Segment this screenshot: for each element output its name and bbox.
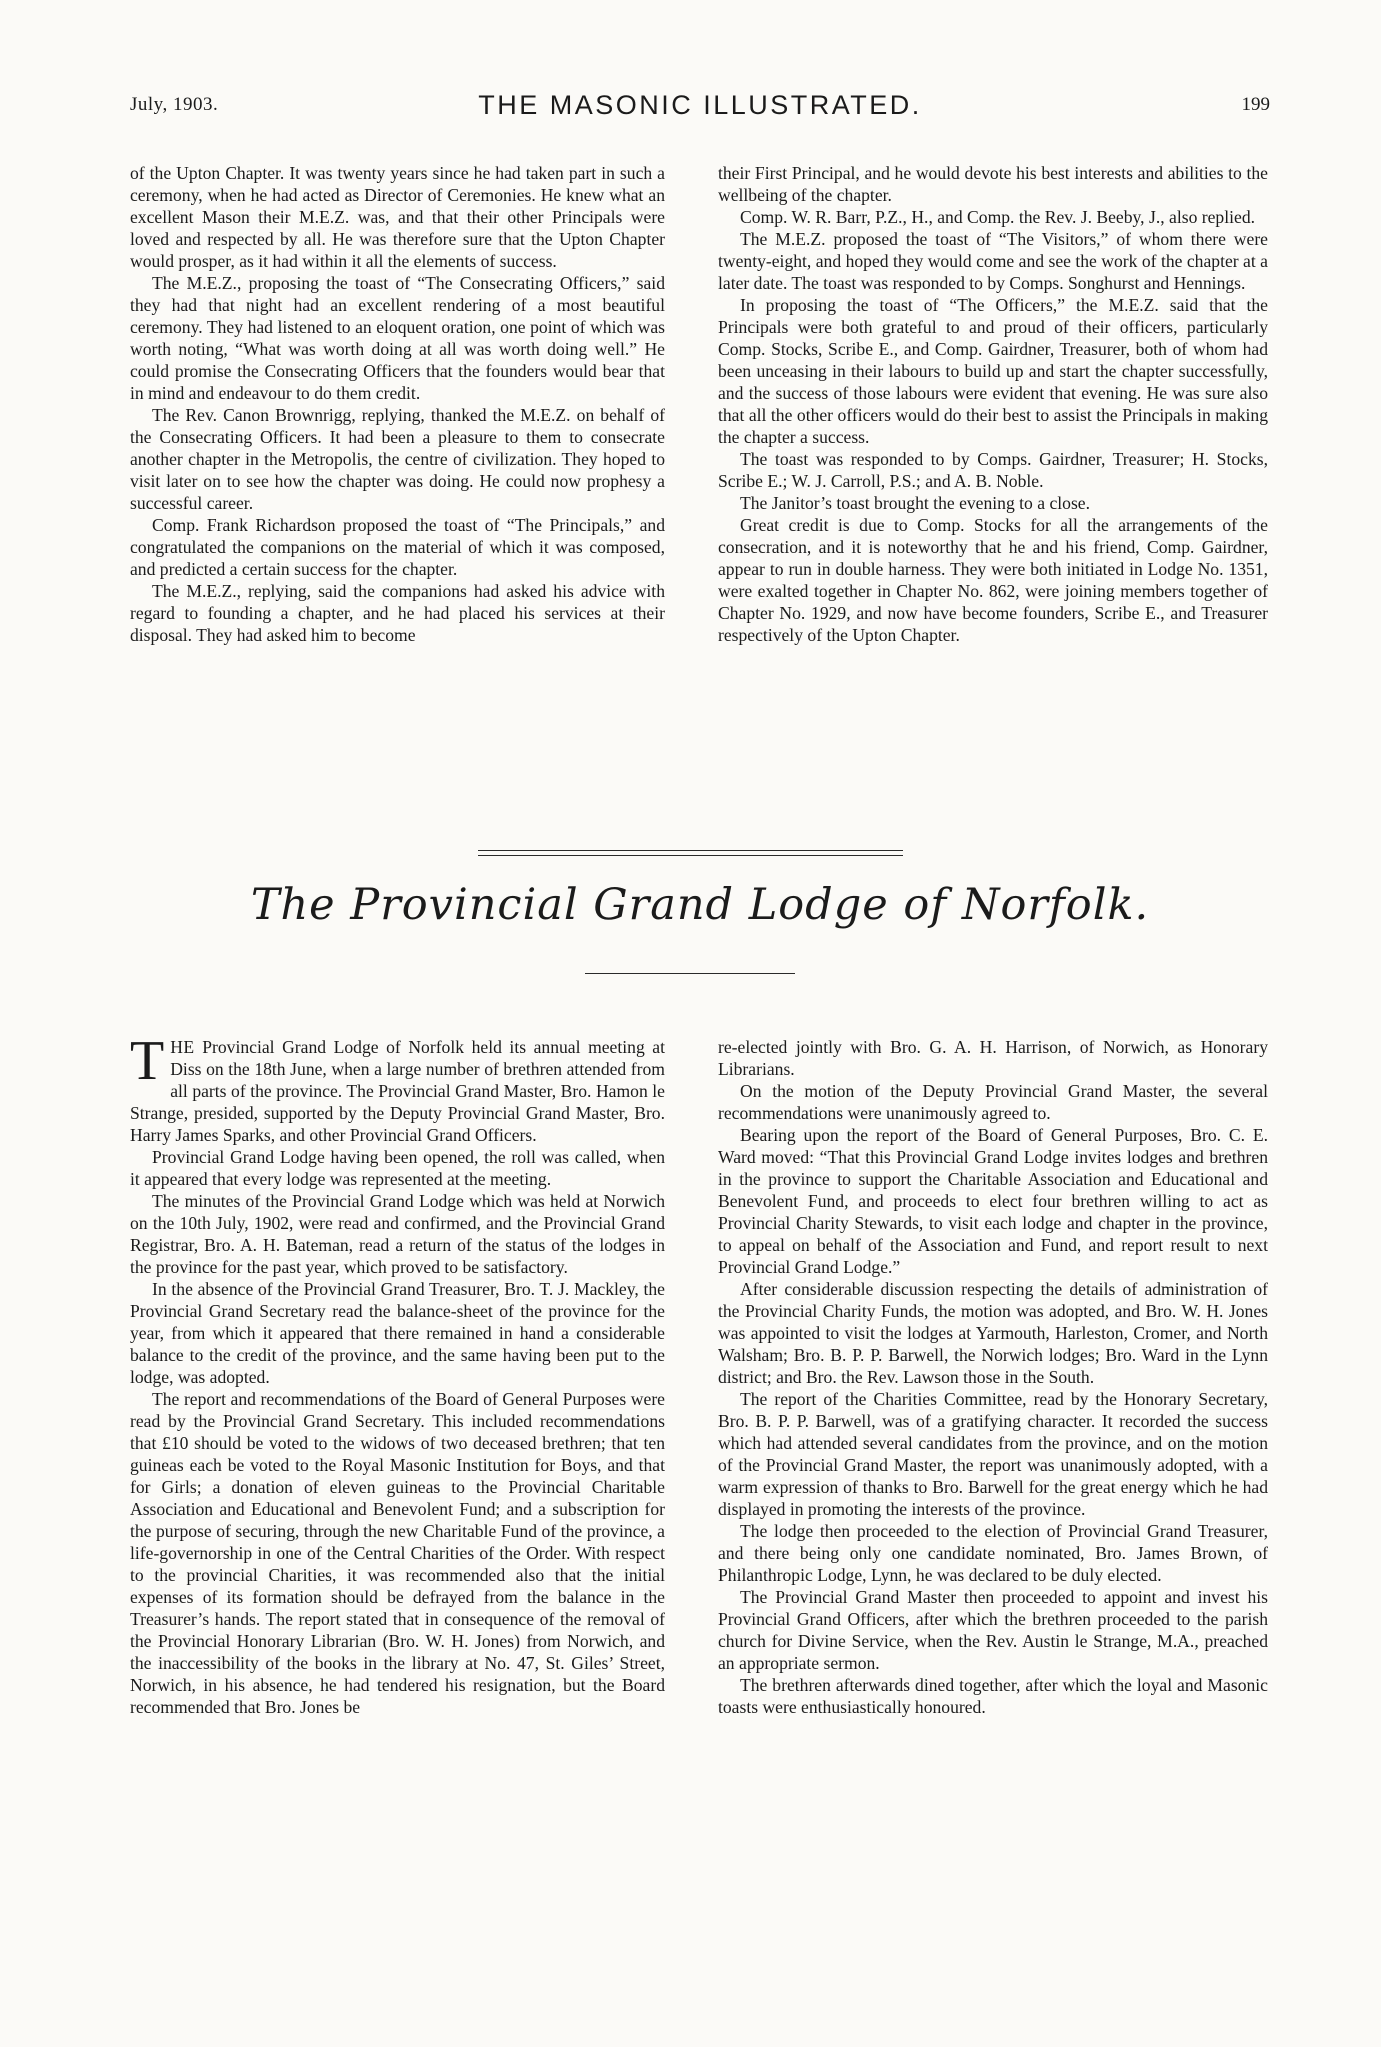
paragraph: Provincial Grand Lodge having been opened, the roll was called, when it appeared that every lodge was represented at the meeting.	[130, 1147, 665, 1189]
paragraph: The lodge then proceeded to the election of Provincial Grand Treasurer, and there being only one candidate nominated, Bro. James Brown, of Philanthropic Lodge, Lynn, he was declared to be duly elected.	[718, 1521, 1268, 1585]
paragraph: The M.E.Z. proposed the toast of “The Visitors,” of whom there were twenty-eight, and hoped they would come and see the work of the chapter at a later date. The toast was responded to by Comps. Songhurst and Hennings.	[718, 229, 1268, 293]
paragraph: On the motion of the Deputy Provincial Grand Master, the several recommendations were unanimously agreed to.	[718, 1081, 1268, 1123]
paragraph: re-elected jointly with Bro. G. A. H. Harrison, of Norwich, as Honorary Librarians.	[718, 1037, 1268, 1079]
section-divider	[478, 850, 903, 851]
paragraph: The Janitor’s toast brought the evening to a close.	[740, 493, 1091, 513]
article-title: The Provincial Grand Lodge of Norfolk.	[250, 880, 1150, 930]
paragraph: The report of the Charities Committee, read by the Honorary Secretary, Bro. B. P. P. Barwell, was of a gratifying character. It recorded the success which had attended several candidates from the province, and on the motion of the Provincial Grand Master, the report was unanimously adopted, with a warm expression of thanks to Bro. Barwell for the great energy which he had displayed in promoting the interests of the province.	[718, 1389, 1268, 1519]
paragraph: Great credit is due to Comp. Stocks for all the arrangements of the consecration, and it is noteworthy that he and his friend, Comp. Gairdner, appear to run in double harness. They were both initiated in Lodge No. 1351, were exalted together in Chapter No. 862, were joining members together of Chapter No. 1929, and now have become founders, Scribe E., and Treasurer respectively of the Upton Chapter.	[718, 515, 1268, 645]
paragraph: After considerable discussion respecting the details of administration of the Provincial Charity Funds, the motion was adopted, and Bro. W. H. Jones was appointed to visit the lodges at Yarmouth, Harleston, Cromer, and North Walsham; Bro. B. P. P. Barwell, the Norwich lodges; Bro. Ward in the Lynn district; and Bro. the Rev. Lawson those in the South.	[718, 1279, 1268, 1387]
paragraph: The Provincial Grand Master then proceeded to appoint and invest his Provincial Grand Officers, after which the brethren proceeded to the parish church for Divine Service, when the Rev. Austin le Strange, M.A., preached an appropriate sermon.	[718, 1587, 1268, 1673]
opening-text: Provincial Grand Lodge of Norfolk held its annual meeting at Diss on the 18th June, when a large number of brethren attended from all parts of the province. The Provincial Grand Master, Bro. Hamon le Strange, presided, supported by the Deputy Provincial Grand Master, Bro. Harry James Sparks, and other Provincial Grand Officers.	[130, 1037, 665, 1145]
paragraph: The brethren afterwards dined together, after which the loyal and Masonic toasts were enthusiastically honoured.	[718, 1675, 1268, 1717]
paragraph: their First Principal, and he would devote his best interests and abilities to the wellbeing of the chapter.	[718, 163, 1268, 205]
lower-left-column	[130, 1030, 665, 1718]
opening-caps: HE	[170, 1037, 195, 1057]
upper-right-column	[718, 162, 1268, 646]
paragraph: The Rev. Canon Brownrigg, replying, thanked the M.E.Z. on behalf of the Consecrating Officers. It had been a pleasure to them to consecrate another chapter in the Metropolis, the centre of civilization. They hoped to visit later on to see how the chapter was doing. He could now prophesy a successful career.	[130, 405, 665, 513]
paragraph: Bearing upon the report of the Board of General Purposes, Bro. C. E. Ward moved: “That this Provincial Grand Lodge invites lodges and brethren in the province to support the Charitable Association and Educational and Benevolent Fund, and proceeds to elect four brethren willing to act as Provincial Charity Stewards, to visit each lodge and chapter in the province, to appeal on behalf of the Association and Fund, and report result to next Provincial Grand Lodge.”	[718, 1125, 1268, 1277]
paragraph: The minutes of the Provincial Grand Lodge which was held at Norwich on the 10th July, 1902, were read and confirmed, and the Provincial Grand Registrar, Bro. A. H. Bateman, read a return of the status of the lodges in the province for the past year, which proved to be satisfactory.	[130, 1191, 665, 1277]
paragraph: of the Upton Chapter. It was twenty years since he had taken part in such a ceremony, when he had acted as Director of Ceremonies. He knew what an excellent Mason their M.E.Z. was, and that their other Principals were loved and respected by all. He was therefore sure that the Upton Chapter would prosper, as it had within it all the elements of success.	[130, 163, 665, 271]
page-number: 199	[1241, 94, 1270, 115]
upper-left-column	[130, 162, 665, 646]
title-underline	[585, 973, 795, 974]
opening-paragraph	[130, 1030, 665, 1146]
lower-right-column	[718, 1036, 1268, 1718]
drop-cap: T	[130, 1030, 165, 1092]
paragraph: The toast was responded to by Comps. Gairdner, Treasurer; H. Stocks, Scribe E.; W. J. Carroll, P.S.; and A. B. Noble.	[718, 449, 1268, 491]
paragraph: The M.E.Z., replying, said the companions had asked his advice with regard to founding a chapter, and he had placed his services at their disposal. They had asked him to become	[130, 581, 665, 645]
running-head	[130, 90, 1270, 130]
issue-date: July, 1903.	[130, 94, 219, 115]
paragraph: Comp. W. R. Barr, P.Z., H., and Comp. the Rev. J. Beeby, J., also replied.	[740, 207, 1256, 227]
section-divider	[478, 855, 903, 856]
paragraph: Comp. Frank Richardson proposed the toast of “The Principals,” and congratulated the companions on the material of which it was composed, and predicted a certain success for the chapter.	[130, 515, 665, 579]
paragraph: In proposing the toast of “The Officers,” the M.E.Z. said that the Principals were both grateful to and proud of their officers, particularly Comp. Stocks, Scribe E., and Comp. Gairdner, Treasurer, both of whom had been unceasing in their labours to build up and start the chapter successfully, and the success of those labours were evident that evening. He was sure also that all the other officers would do their best to assist the Principals in making the chapter a success.	[718, 295, 1268, 447]
paragraph: In the absence of the Provincial Grand Treasurer, Bro. T. J. Mackley, the Provincial Grand Secretary read the balance-sheet of the province for the year, from which it appeared that there remained in hand a considerable balance to the credit of the province, and the same having been put to the lodge, was adopted.	[130, 1279, 665, 1387]
paragraph: The report and recommendations of the Board of General Purposes were read by the Provincial Grand Secretary. This included recommendations that £10 should be voted to the widows of two deceased brethren; that ten guineas each be voted to the Royal Masonic Institution for Boys, and that for Girls; a donation of eleven guineas to the Provincial Charitable Association and Educational and Benevolent Fund; and a subscription for the purpose of securing, through the new Charitable Fund of the province, a life-governorship in one of the Central Charities of the Order. With respect to the provincial Charities, it was recommended also that the initial expenses of its formation should be defrayed from the balance in the Treasurer’s hands. The report stated that in consequence of the removal of the Provincial Honorary Librarian (Bro. W. H. Jones) from Norwich, and the inaccessibility of the books in the library at No. 47, St. Giles’ Street, Norwich, in his absence, he had tendered his resignation, but the Board recommended that Bro. Jones be	[130, 1389, 665, 1717]
publication-title: THE MASONIC ILLUSTRATED.	[478, 90, 922, 120]
paragraph: The M.E.Z., proposing the toast of “The Consecrating Officers,” said they had that night had an excellent rendering of a most beautiful ceremony. They had listened to an eloquent oration, one point of which was worth noting, “What was worth doing at all was worth doing well.” He could promise the Consecrating Officers that the founders would bear that in mind and endeavour to do them credit.	[130, 273, 665, 403]
